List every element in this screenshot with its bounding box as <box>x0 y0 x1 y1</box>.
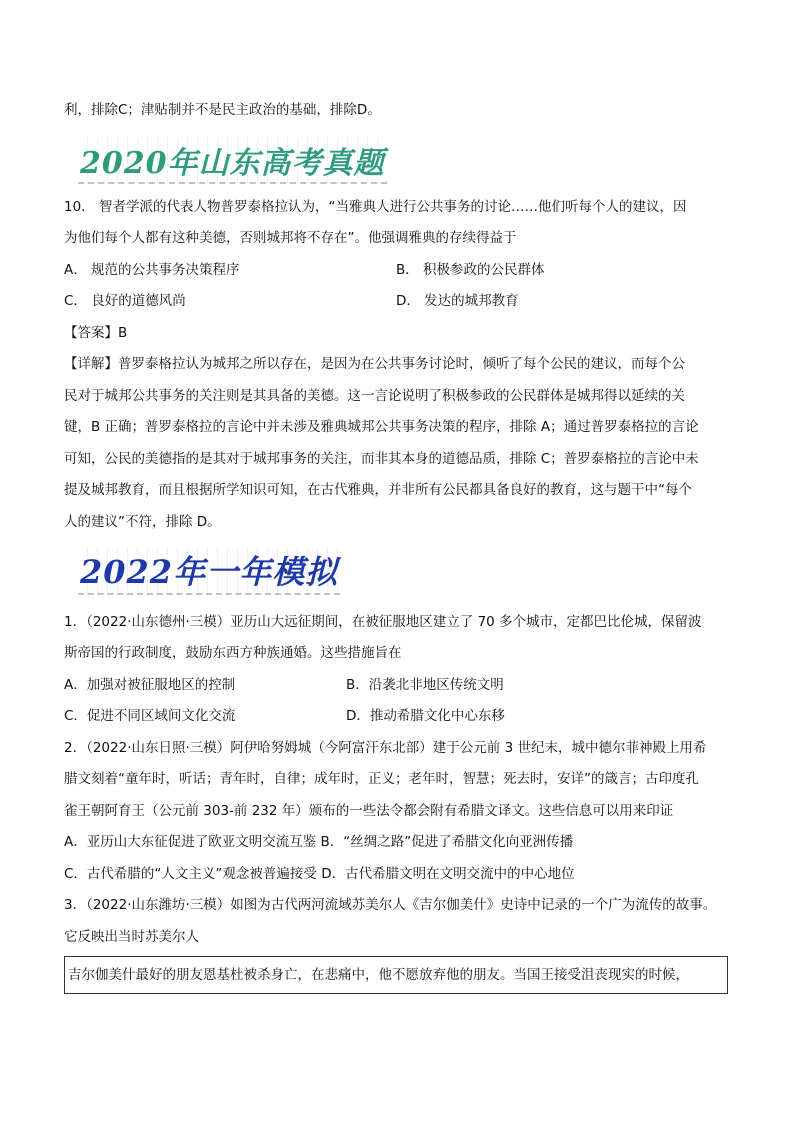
q2-stem-line-1: 2．（2022·山东日照·三模）阿伊哈努姆城（今阿富汗东北部）建于公元前 3 世纪末，城中德尔菲神殿上用希 <box>64 740 707 756</box>
q3-stem-line-2: 它反映出当时苏美尔人 <box>64 929 199 945</box>
q10-stem-line-1: 10． 智者学派的代表人物普罗泰格拉认为，“当雅典人进行公共事务的讨论……他们听每个人的建议，因 <box>64 199 687 215</box>
q10-detail-line-2: 民对于城邦公共事务的关注则是其具备的美德。这一言论说明了积极参政的公民群体是城邦得以延续的关 <box>64 388 685 404</box>
q2-options-ab: A．亚历山大东征促进了欧亚文明交流互鉴 B．“丝绸之路”促进了希腊文化向亚洲传播 <box>64 834 574 850</box>
q1-stem-line-1: 1．（2022·山东德州·三模）亚历山大远征期间，在被征服地区建立了 70 多个城市，定都巴比伦城，保留波 <box>64 614 702 630</box>
q10-option-b: B． 积极参政的公民群体 <box>396 262 545 278</box>
q10-option-c: C． 良好的道德风尚 <box>64 293 186 309</box>
q2-options-cd: C．古代希腊的“人文主义”观念被普遍接受 D．古代希腊文明在文明交流中的中心地位 <box>64 866 575 882</box>
banner-2022-text: 2022年一年模拟 <box>78 547 340 595</box>
q1-option-b: B．沿袭北非地区传统文明 <box>346 677 504 693</box>
q10-option-a: A． 规范的公共事务决策程序 <box>64 262 240 278</box>
q10-detail-line-5: 提及城邦教育，而且根据所学知识可知，在古代雅典，并非所有公民都具备良好的教育，这与题干中“每个 <box>64 482 692 498</box>
q3-material-text: 吉尔伽美什最好的朋友恩基杜被杀身亡，在悲痛中，他不愿放弃他的朋友。当国王接受沮丧现实的时候， <box>68 967 689 983</box>
q1-stem-line-2: 斯帝国的行政制度，鼓励东西方种族通婚。这些措施旨在 <box>64 645 402 661</box>
q1-option-d: D．推动希腊文化中心东移 <box>346 708 505 724</box>
banner-2020-text: 2020年山东高考真题 <box>78 138 387 184</box>
q3-stem-line-1: 3．（2022·山东潍坊·三模）如图为古代两河流域苏美尔人《吉尔伽美什》史诗中记录的一个广为流传的故事。 <box>64 897 717 913</box>
q10-stem-line-2: 为他们每个人都有这种美德，否则城邦将不存在”。他强调雅典的存续得益于 <box>64 230 517 246</box>
banner-2022-mock <box>78 547 340 595</box>
q10-detail-line-4: 可知，公民的美德指的是其对于城邦事务的关注，而非其本身的道德品质，排除 C；普罗泰格拉的言论中未 <box>64 451 699 467</box>
q2-stem-line-3: 雀王朝阿育王（公元前 303-前 232 年）颁布的一些法令都会附有希腊文译文。这些信息可以用来印证 <box>64 803 674 819</box>
q2-stem-line-2: 腊文刻着“童年时，听话；青年时，自律；成年时，正义；老年时，智慧；死去时，安详”的箴言；古印度孔 <box>64 771 699 787</box>
q1-option-c: C．促进不同区域间文化交流 <box>64 708 236 724</box>
continuation-line: 利，排除C；津贴制并不是民主政治的基础，排除D。 <box>64 102 381 118</box>
q1-option-a: A．加强对被征服地区的控制 <box>64 677 236 693</box>
q10-detail-line-3: 键，B 正确；普罗泰格拉的言论中并未涉及雅典城邦公共事务决策的程序，排除 A；通过普罗泰格拉的言论 <box>64 419 699 435</box>
q3-material-box <box>64 956 728 994</box>
banner-2020-shandong-gaokao <box>78 138 387 184</box>
q10-detail-line-1: 【详解】普罗泰格拉认为城邦之所以存在，是因为在公共事务讨论时，倾听了每个公民的建议，而每个公 <box>64 356 685 372</box>
q10-detail-line-6: 人的建议”不符，排除 D。 <box>64 514 221 530</box>
q10-option-d: D． 发达的城邦教育 <box>396 293 519 309</box>
q10-answer: 【答案】B <box>64 325 128 341</box>
